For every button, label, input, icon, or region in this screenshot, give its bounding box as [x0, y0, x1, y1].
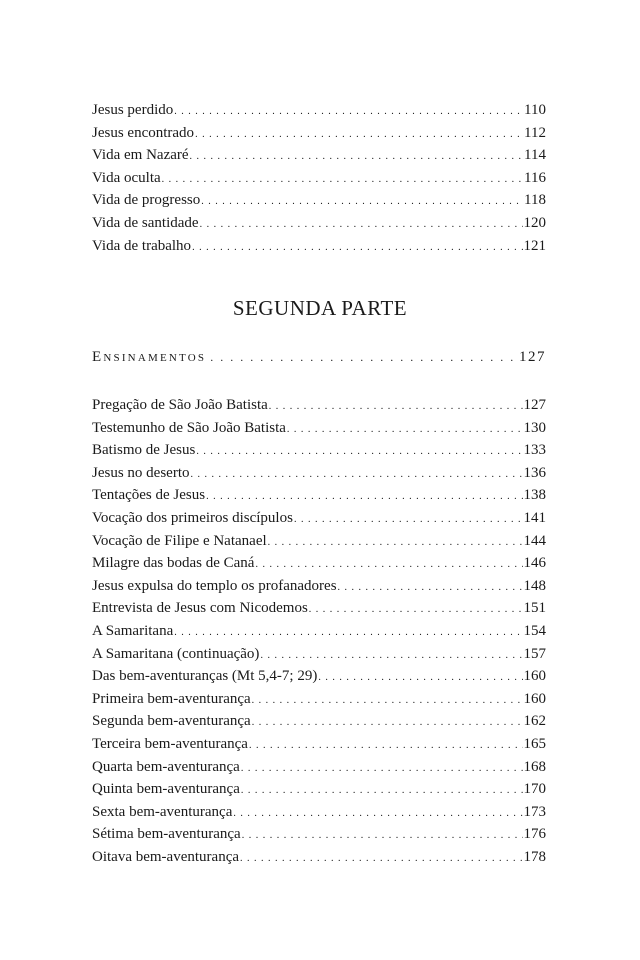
toc-entry-title: Testemunho de São João Batista — [92, 419, 286, 436]
toc-entry-title: Batismo de Jesus — [92, 442, 196, 459]
toc-entry — [92, 733, 546, 756]
toc-entry — [92, 778, 546, 801]
toc-entry-title: Jesus perdido — [92, 102, 174, 118]
toc-entry-page-number: 116 — [524, 169, 546, 186]
dot-leader — [206, 486, 522, 509]
toc-entry — [92, 167, 546, 190]
toc-entry-title: Quinta bem-aventurança — [92, 781, 240, 798]
toc-entry-page-number: 112 — [524, 124, 546, 141]
toc-entry-title: Vida de trabalho — [92, 237, 192, 254]
dot-leader — [241, 758, 523, 781]
dot-leader — [309, 599, 523, 622]
toc-entry-page-number: 133 — [523, 442, 546, 459]
dot-leader — [196, 441, 522, 464]
toc-entry-title: Jesus no deserto — [92, 464, 190, 481]
toc-entry-page-number: 118 — [524, 192, 546, 209]
toc-entry-title: Oitava bem-aventurança — [92, 848, 240, 865]
toc-entry — [92, 144, 546, 167]
dot-leader — [268, 532, 523, 555]
dot-leader — [269, 396, 523, 419]
toc-entry — [92, 552, 546, 575]
toc-entry-page-number: 127 — [523, 397, 546, 413]
dot-leader — [249, 735, 523, 758]
toc-entry-title: Vocação dos primeiros discípulos — [92, 509, 293, 526]
toc-entry-title: Vida de santidade — [92, 214, 199, 231]
part-heading: SEGUNDA PARTE — [232, 296, 408, 320]
toc-entry-page-number: 136 — [523, 464, 546, 481]
toc-entry — [92, 235, 546, 258]
toc-entry-page-number: 138 — [523, 487, 546, 504]
dot-leader — [318, 667, 522, 690]
toc-entry-title: Tentações de Jesus — [92, 487, 206, 504]
toc-entry-page-number: 160 — [523, 668, 546, 685]
toc-entry — [92, 462, 546, 485]
toc-entry — [92, 439, 546, 462]
toc-entry-page-number: 144 — [523, 532, 546, 549]
dot-leader — [200, 214, 523, 237]
toc-entry-title: Primeira bem-aventurança — [92, 690, 251, 707]
dot-leader — [252, 712, 523, 735]
toc-entry — [92, 212, 546, 235]
dot-leader — [260, 645, 522, 668]
toc-entry-title: Milagre das bodas de Caná — [92, 555, 255, 572]
toc-entry-page-number: 170 — [523, 781, 546, 798]
toc-entry-title: Entrevista de Jesus com Nicodemos — [92, 600, 308, 617]
dot-leader — [242, 825, 523, 848]
toc-entry-page-number: 120 — [523, 214, 546, 231]
dot-leader — [174, 622, 522, 645]
dot-leader — [233, 803, 522, 826]
dot-leader — [192, 237, 522, 260]
toc-entry — [92, 823, 546, 846]
toc-entry-page-number: 154 — [523, 622, 546, 639]
toc-entry-page-number: 151 — [523, 600, 546, 617]
dot-leader — [190, 146, 524, 169]
section-entry — [92, 345, 546, 369]
toc-entry — [92, 507, 546, 530]
toc-entry-title: Terceira bem-aventurança — [92, 735, 248, 752]
dot-leader — [255, 554, 522, 577]
dot-leader — [338, 577, 523, 600]
toc-entry-page-number: 130 — [523, 419, 546, 436]
toc-entry — [92, 394, 546, 417]
section-title: Ensinamentos — [92, 349, 207, 365]
toc-entry-title: Jesus encontrado — [92, 124, 195, 141]
dot-leader — [210, 345, 515, 369]
toc-entry — [92, 99, 546, 122]
toc-entry — [92, 801, 546, 824]
toc-entry-page-number: 162 — [523, 713, 546, 730]
toc-entry-page-number: 148 — [523, 577, 546, 594]
toc-entry-title: A Samaritana — [92, 622, 174, 639]
toc-entry — [92, 846, 546, 869]
toc-list-first-part — [92, 99, 546, 257]
toc-list-second-part — [92, 394, 546, 868]
dot-leader — [294, 509, 523, 532]
toc-entry-page-number: 178 — [523, 848, 546, 865]
dot-leader — [162, 169, 523, 192]
dot-leader — [174, 101, 523, 124]
toc-entry — [92, 688, 546, 711]
dot-leader — [241, 780, 523, 803]
toc-entry-page-number: 168 — [523, 758, 546, 775]
toc-entry-title: Vida em Nazaré — [92, 147, 189, 164]
toc-entry — [92, 643, 546, 666]
toc-entry-title: A Samaritana (continuação) — [92, 645, 260, 662]
toc-entry — [92, 122, 546, 145]
toc-entry-page-number: 146 — [523, 555, 546, 572]
toc-entry-title: Jesus expulsa do templo os profanadores — [92, 577, 337, 594]
toc-entry-title: Sexta bem-aventurança — [92, 803, 233, 820]
toc-entry-title: Vida de progresso — [92, 192, 201, 209]
dot-leader — [240, 848, 522, 871]
toc-entry — [92, 710, 546, 733]
toc-entry — [92, 575, 546, 598]
toc-entry — [92, 530, 546, 553]
dot-leader — [252, 690, 523, 713]
toc-entry-page-number: 157 — [523, 645, 546, 662]
dot-leader — [201, 191, 523, 214]
toc-entry-page-number: 173 — [523, 803, 546, 820]
section-page-number: 127 — [519, 349, 546, 365]
toc-entry-title: Segunda bem-aventurança — [92, 713, 251, 730]
toc-entry-page-number: 176 — [523, 826, 546, 843]
toc-entry — [92, 189, 546, 212]
toc-entry — [92, 620, 546, 643]
toc-entry-title: Vida oculta — [92, 169, 161, 186]
toc-entry-title: Quarta bem-aventurança — [92, 758, 240, 775]
toc-entry-page-number: 141 — [523, 509, 546, 526]
toc-entry-page-number: 165 — [523, 735, 546, 752]
toc-entry-page-number: 110 — [524, 102, 546, 118]
toc-entry-page-number: 114 — [524, 147, 546, 164]
dot-leader — [195, 124, 523, 147]
toc-entry — [92, 597, 546, 620]
toc-entry — [92, 484, 546, 507]
toc-entry — [92, 665, 546, 688]
toc-entry-title: Sétima bem-aventurança — [92, 826, 241, 843]
toc-entry — [92, 756, 546, 779]
toc-entry-title: Pregação de São João Batista — [92, 397, 268, 413]
dot-leader — [191, 464, 523, 487]
dot-leader — [287, 419, 523, 442]
toc-entry-page-number: 160 — [523, 690, 546, 707]
toc-entry-title: Das bem-aventuranças (Mt 5,4-7; 29) — [92, 668, 318, 685]
toc-entry-page-number: 121 — [523, 237, 546, 254]
toc-entry-title: Vocação de Filipe e Natanael — [92, 532, 267, 549]
toc-entry — [92, 417, 546, 440]
